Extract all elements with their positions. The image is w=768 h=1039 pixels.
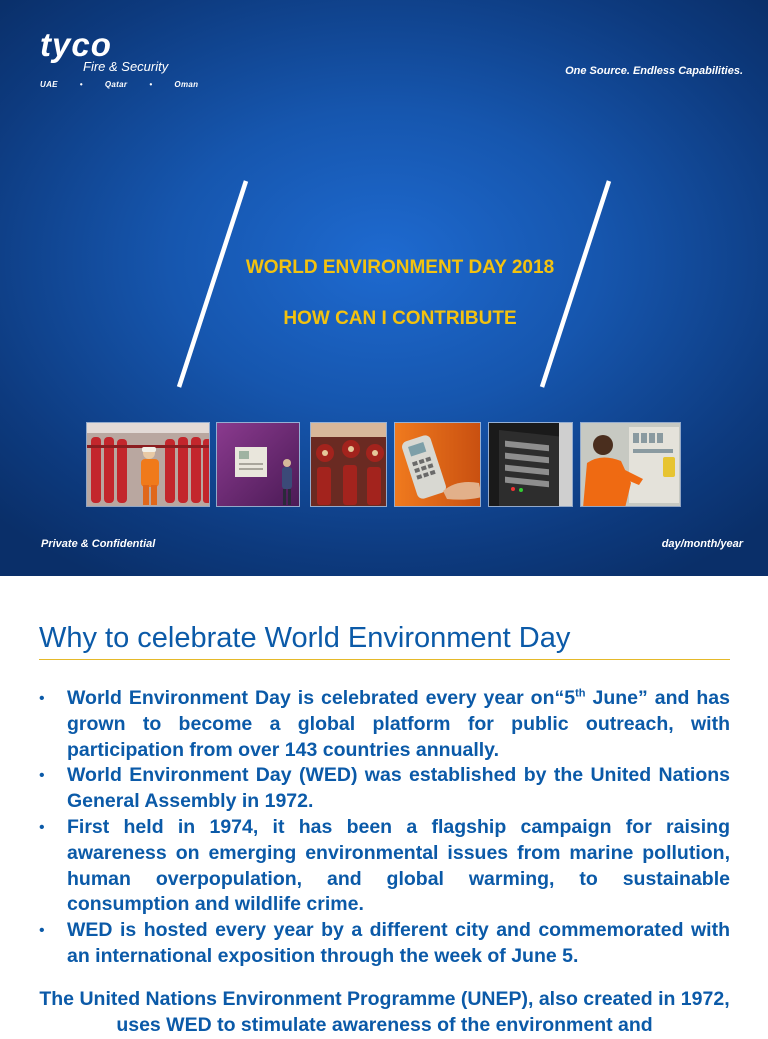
country-oman: Oman	[174, 80, 199, 89]
closing-paragraph: The United Nations Environment Programme (UNEP), also created in 1972, uses WED to stimulate awareness of the environment and	[39, 988, 730, 1036]
country-separator: •	[79, 80, 83, 89]
fire-suppression-cylinders-photo	[86, 422, 210, 507]
bullet-item	[39, 686, 730, 763]
slide-subtitle: HOW CAN I CONTRIBUTE	[283, 308, 517, 329]
logo-brand: tyco	[40, 26, 112, 63]
bullet-item: • First held in 1974, it has been a flagship campaign for raising awareness on emerging environmental issues from marine pollution, human overpopulation, and global warming, to sustainable consumption and wildlife crime.	[39, 815, 730, 918]
content-slide	[0, 576, 768, 1036]
sprinkler-valves-photo	[310, 422, 387, 507]
bullet-item: • World Environment Day (WED) was established by the United Nations General Assembly in 1972.	[39, 763, 730, 815]
country-uae: UAE	[40, 80, 58, 89]
tagline: One Source. Endless Capabilities.	[565, 65, 743, 77]
heading-underline	[39, 659, 730, 660]
confidentiality-label: Private & Confidential	[41, 538, 156, 550]
bullet-text: June” and has grown to become a global platform for public outreach, with participation from over 143 countries annually.	[67, 687, 730, 761]
logo-division: Fire & Security	[83, 59, 169, 74]
fire-alarm-panel-photo	[216, 422, 300, 507]
slide-title: WORLD ENVIRONMENT DAY 2018	[245, 257, 555, 278]
security-equipment-rack-photo	[488, 422, 573, 507]
technician-control-panel-photo	[580, 422, 681, 507]
date-placeholder: day/month/year	[661, 538, 743, 550]
bullet-list	[39, 686, 730, 970]
bullet-text: World Environment Day is celebrated every year on“5	[67, 687, 576, 709]
slide-heading: Why to celebrate World Environment Day	[39, 622, 571, 654]
ordinal-suffix: th	[575, 687, 586, 700]
access-keypad-photo	[394, 422, 481, 507]
left-slash	[179, 181, 246, 387]
bullet-item: • WED is hosted every year by a different city and commemorated with an international exposition through the week of June 5.	[39, 918, 730, 970]
right-slash	[542, 181, 609, 387]
country-qatar: Qatar	[104, 80, 128, 89]
country-separator: •	[149, 80, 153, 89]
